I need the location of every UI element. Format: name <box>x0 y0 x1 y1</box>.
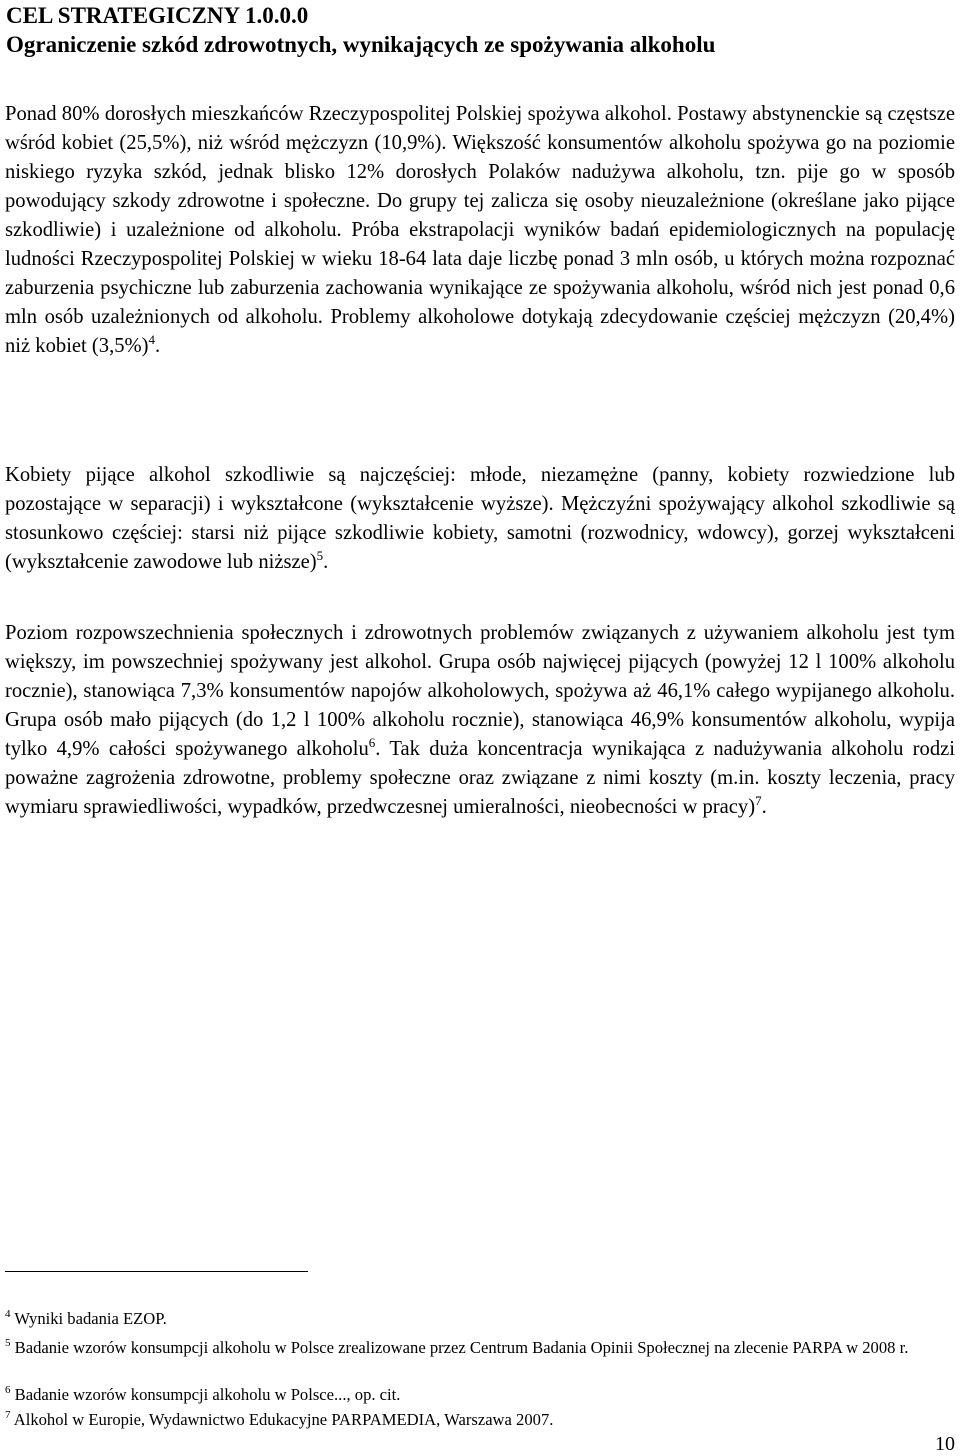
footnote-separator <box>5 1271 308 1272</box>
paragraph-end: . <box>761 796 767 818</box>
page-number: 10 <box>935 1433 955 1455</box>
strategic-goal-title: CEL STRATEGICZNY 1.0.0.0 <box>6 3 309 28</box>
footnote-number: 4 <box>5 1308 11 1320</box>
footnote-text: Badanie wzorów konsumpcji alkoholu w Polsce..., op. cit. <box>14 1385 401 1404</box>
paragraph-demographics <box>5 461 955 577</box>
footnote-ref-7[interactable]: 7 <box>755 793 762 808</box>
paragraph-text: Ponad 80% dorosłych mieszkańców Rzeczypospolitej Polskiej spożywa alkohol. Postawy abstynenckie są częstsze wśród kobiet (25,5%), niż wśród mężczyzn (10,9%). Większość konsumentów alkoholu spożywa go na poziomie niskiego ryzyka szkód, jednak blisko 12% dorosłych Polaków nadużywa alkoholu, tzn. pije go w sposób powodujący szkody zdrowotne i społeczne. Do grupy tej zalicza się osoby nieuzależnione (określane jako pijące szkodliwie) i uzależnione od alkoholu. Próba ekstrapolacji wyników badań epidemiologicznych na populację ludności Rzeczypospolitej Polskiej w wieku 18-64 lata daje liczbę ponad 3 mln osób, u których można rozpoznać zaburzenia psychiczne lub zaburzenia zachowania wynikające ze spożywania alkoholu, wśród nich jest ponad 0,6 mln osób uzależnionych od alkoholu. Problemy alkoholowe dotykają zdecydowanie częściej mężczyzn (20,4%) niż kobiet (3,5%) <box>5 103 955 357</box>
footnote-text: Alkohol w Europie, Wydawnictwo Edukacyjne PARPAMEDIA, Warszawa 2007. <box>13 1410 554 1429</box>
footnote-ref-4[interactable]: 4 <box>148 332 156 347</box>
footnote-5 <box>5 1337 960 1358</box>
footnote-text: Wyniki badania EZOP. <box>14 1309 167 1328</box>
footnote-number: 6 <box>5 1384 11 1396</box>
strategic-goal-subtitle: Ograniczenie szkód zdrowotnych, wynikających ze spożywania alkoholu <box>6 32 716 57</box>
paragraph-consumption-concentration <box>5 619 955 822</box>
footnote-number: 7 <box>5 1409 11 1421</box>
footnote-ref-5[interactable]: 5 <box>316 548 324 563</box>
paragraph-prevalence <box>5 100 955 361</box>
footnote-4 <box>5 1308 960 1329</box>
paragraph-text: Kobiety pijące alkohol szkodliwie są najczęściej: młode, niezamężne (panny, kobiety rozwiedzione lub pozostające w separacji) i wykształcone (wykształcenie wyższe). Mężczyźni spożywający alkohol szkodliwie są stosunkowo częściej: starsi niż pijące szkodliwie kobiety, samotni (rozwodnicy, wdowcy), gorzej wykształceni (wykształcenie zawodowe lub niższe) <box>5 464 955 573</box>
footnote-ref-6[interactable]: 6 <box>368 735 376 750</box>
paragraph-end: . <box>155 335 161 357</box>
paragraph-text: Poziom rozpowszechnienia społecznych i zdrowotnych problemów związanych z używaniem alkoholu jest tym większy, im powszechniej spożywany jest alkohol. Grupa osób najwięcej pijących (powyżej 12 l 100% alkoholu rocznie), stanowiąca 7,3% konsumentów napojów alkoholowych, spożywa aż 46,1% całego wypijanego alkoholu. Grupa osób mało pijących (do 1,2 l 100% alkoholu rocznie), stanowiąca 46,9% konsumentów alkoholu, wypija tylko 4,9% całości spożywanego alkoholu <box>5 622 955 760</box>
paragraph-end: . <box>323 551 329 573</box>
footnote-7 <box>5 1409 960 1430</box>
paragraph-text-continued: . Tak duża koncentracja wynikająca z nadużywania alkoholu rodzi poważne zagrożenia zdrowotne, problemy społeczne oraz związane z nimi koszty (m.in. koszty leczenia, pracy wymiaru sprawiedliwości, wypadków, przedwczesnej umieralności, nieobecności w pracy) <box>5 738 955 818</box>
footnote-number: 5 <box>5 1337 11 1349</box>
footnote-6 <box>5 1384 960 1405</box>
footnote-text: Badanie wzorów konsumpcji alkoholu w Polsce zrealizowane przez Centrum Badania Opinii Społecznej na zlecenie PARPA w 2008 r. <box>14 1338 909 1357</box>
